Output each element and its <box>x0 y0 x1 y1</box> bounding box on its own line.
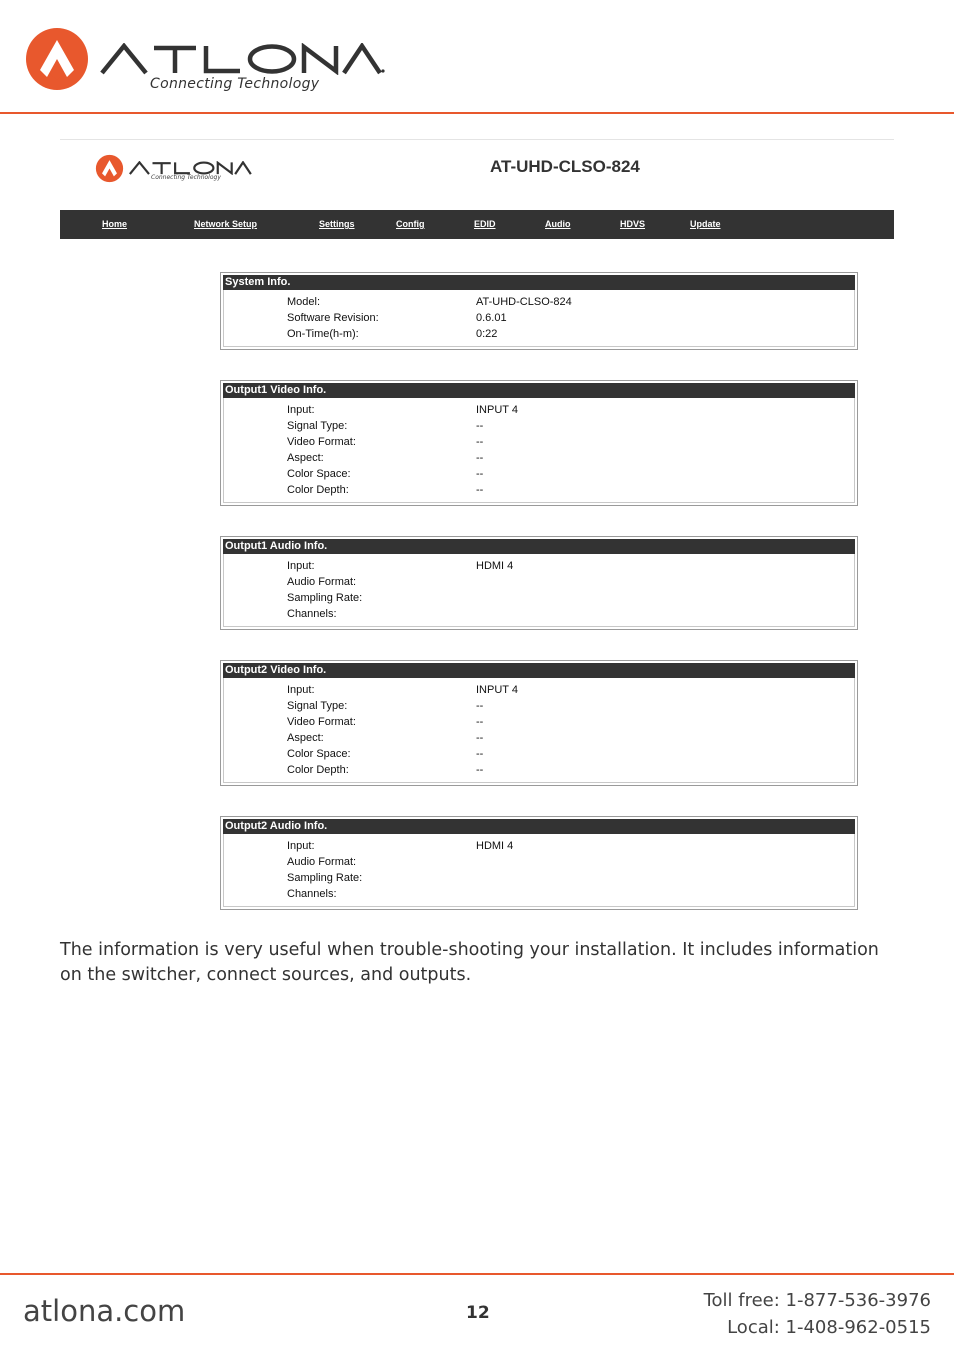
body-paragraph: The information is very useful when trouble-shooting your installation. It includes information on the switcher, connect sources, and outputs. <box>60 940 879 985</box>
footer-contact <box>704 1287 931 1341</box>
info-row <box>221 452 857 468</box>
row-value: HDMI 4 <box>476 840 514 852</box>
row-label: Signal Type: <box>287 700 348 712</box>
info-row <box>221 328 857 344</box>
row-label: Color Space: <box>287 468 351 480</box>
row-label: Audio Format: <box>287 576 357 588</box>
panel-title: System Info. <box>223 275 855 290</box>
info-row <box>221 468 857 484</box>
document-header <box>0 0 954 114</box>
header-divider <box>0 112 954 114</box>
info-row <box>221 872 857 888</box>
row-label: Software Revision: <box>287 312 379 324</box>
brand-tagline: Connecting Technology <box>150 76 320 92</box>
row-label: Input: <box>287 404 315 416</box>
row-value: -- <box>476 420 484 432</box>
atlona-logo-icon <box>24 26 90 92</box>
system-info-panel <box>220 272 858 350</box>
info-row <box>221 312 857 328</box>
info-row <box>221 484 857 500</box>
row-label: Video Format: <box>287 436 356 448</box>
row-label: Input: <box>287 560 315 572</box>
info-row <box>221 592 857 608</box>
nav-config-link[interactable]: Config <box>396 219 425 229</box>
info-row <box>221 608 857 624</box>
web-atlona-logo-icon <box>95 154 124 183</box>
web-ui-top-border <box>60 139 894 140</box>
toll-free-number: Toll free: 1-877-536-3976 <box>703 1290 931 1311</box>
web-ui-screenshot <box>60 139 894 919</box>
row-value: -- <box>476 748 484 760</box>
row-label: Input: <box>287 684 315 696</box>
row-label: Audio Format: <box>287 856 357 868</box>
info-row <box>221 420 857 436</box>
nav-settings-link[interactable]: Settings <box>319 219 355 229</box>
nav-hdvs-link[interactable]: HDVS <box>620 219 646 229</box>
info-row <box>221 856 857 872</box>
row-value: 0:22 <box>476 328 498 340</box>
info-row <box>221 764 857 780</box>
web-atlona-wordmark <box>129 161 253 175</box>
row-label: Channels: <box>287 888 337 900</box>
info-row <box>221 296 857 312</box>
row-value: -- <box>476 700 484 712</box>
info-row <box>221 576 857 592</box>
info-row <box>221 716 857 732</box>
footer-divider <box>0 1273 954 1275</box>
row-label: Video Format: <box>287 716 356 728</box>
row-label: Color Space: <box>287 748 351 760</box>
row-value: -- <box>476 732 484 744</box>
info-row <box>221 700 857 716</box>
row-label: Model: <box>287 296 321 308</box>
nav-audio-link[interactable]: Audio <box>545 219 571 229</box>
row-label: On-Time(h-m): <box>287 328 359 340</box>
row-label: Sampling Rate: <box>287 592 363 604</box>
output2-audio-info-panel <box>220 816 858 910</box>
output2-video-info-panel <box>220 660 858 786</box>
info-row <box>221 840 857 856</box>
row-label: Color Depth: <box>287 484 349 496</box>
atlona-wordmark <box>100 43 385 75</box>
row-value: -- <box>476 764 484 776</box>
row-label: Color Depth: <box>287 764 349 776</box>
web-model-title: AT-UHD-CLSO-824 <box>490 157 640 176</box>
row-value: -- <box>476 436 484 448</box>
row-value: AT-UHD-CLSO-824 <box>476 296 572 308</box>
page-number: 12 <box>466 1303 490 1323</box>
row-value: -- <box>476 484 484 496</box>
panel-title: Output1 Video Info. <box>223 383 855 398</box>
row-value: INPUT 4 <box>476 684 518 696</box>
nav-edid-link[interactable]: EDID <box>474 219 496 229</box>
local-number: Local: 1-408-962-0515 <box>727 1317 931 1338</box>
info-row <box>221 888 857 904</box>
footer-website[interactable]: atlona.com <box>23 1294 186 1328</box>
row-value: HDMI 4 <box>476 560 514 572</box>
row-label: Sampling Rate: <box>287 872 363 884</box>
info-row <box>221 748 857 764</box>
row-label: Signal Type: <box>287 420 348 432</box>
info-row <box>221 684 857 700</box>
nav-network-setup-link[interactable]: Network Setup <box>194 219 258 229</box>
output1-audio-info-panel <box>220 536 858 630</box>
row-label: Aspect: <box>287 732 324 744</box>
row-label: Input: <box>287 840 315 852</box>
nav-update-link[interactable]: Update <box>690 219 721 229</box>
row-value: -- <box>476 468 484 480</box>
info-row <box>221 732 857 748</box>
row-value: INPUT 4 <box>476 404 518 416</box>
row-value: -- <box>476 716 484 728</box>
row-label: Channels: <box>287 608 337 620</box>
row-label: Aspect: <box>287 452 324 464</box>
nav-home-link[interactable]: Home <box>102 219 128 229</box>
panel-title: Output2 Audio Info. <box>223 819 855 834</box>
info-row <box>221 436 857 452</box>
info-row <box>221 560 857 576</box>
output1-video-info-panel <box>220 380 858 506</box>
row-value: -- <box>476 452 484 464</box>
panel-title: Output1 Audio Info. <box>223 539 855 554</box>
info-row <box>221 404 857 420</box>
web-nav-bar <box>60 210 894 239</box>
panel-title: Output2 Video Info. <box>223 663 855 678</box>
web-brand-tagline: Connecting Technology <box>151 174 221 181</box>
row-value: 0.6.01 <box>476 312 507 324</box>
